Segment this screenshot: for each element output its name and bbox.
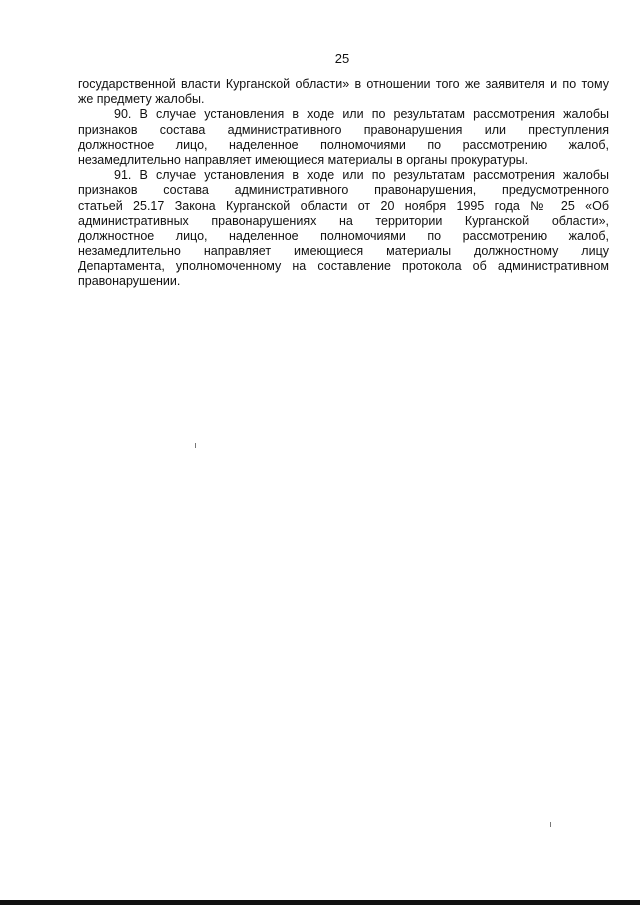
text-line: должностное лицо, наделенное полномочиями по рассмотрению жалоб, — [78, 137, 609, 152]
text-line: 91. В случае установления в ходе или по результатам рассмотрения жалобы — [114, 168, 609, 183]
text-line: незамедлительно направляет имеющиеся материалы в органы прокуратуры. — [78, 152, 529, 167]
body-text — [78, 77, 609, 290]
text-line: статьей 25.17 Закона Курганской области от 20 ноября 1995 года № 25 «Об — [78, 198, 609, 213]
scan-speck — [195, 443, 196, 448]
text-line: правонарушении. — [78, 274, 181, 289]
text-line: же предмету жалобы. — [78, 92, 205, 107]
text-line: 90. В случае установления в ходе или по результатам рассмотрения жалобы — [114, 107, 609, 122]
text-line: должностное лицо, наделенное полномочиями по рассмотрению жалоб, — [78, 228, 609, 243]
text-line: Департамента, уполномоченному на составление протокола об административном — [78, 259, 609, 274]
text-line: государственной власти Курганской области» в отношении того же заявителя и по тому — [78, 77, 609, 91]
page-number: 25 — [334, 51, 350, 66]
text-line: административных правонарушениях на территории Курганской области», — [78, 213, 609, 228]
text-line: незамедлительно направляет имеющиеся материалы должностному лицу — [78, 244, 609, 259]
scan-speck — [550, 822, 551, 827]
text-line: признаков состава административного правонарушения или преступления — [78, 122, 609, 137]
scan-bottom-edge — [0, 900, 640, 905]
text-line: признаков состава административного правонарушения, предусмотренного — [78, 183, 609, 198]
